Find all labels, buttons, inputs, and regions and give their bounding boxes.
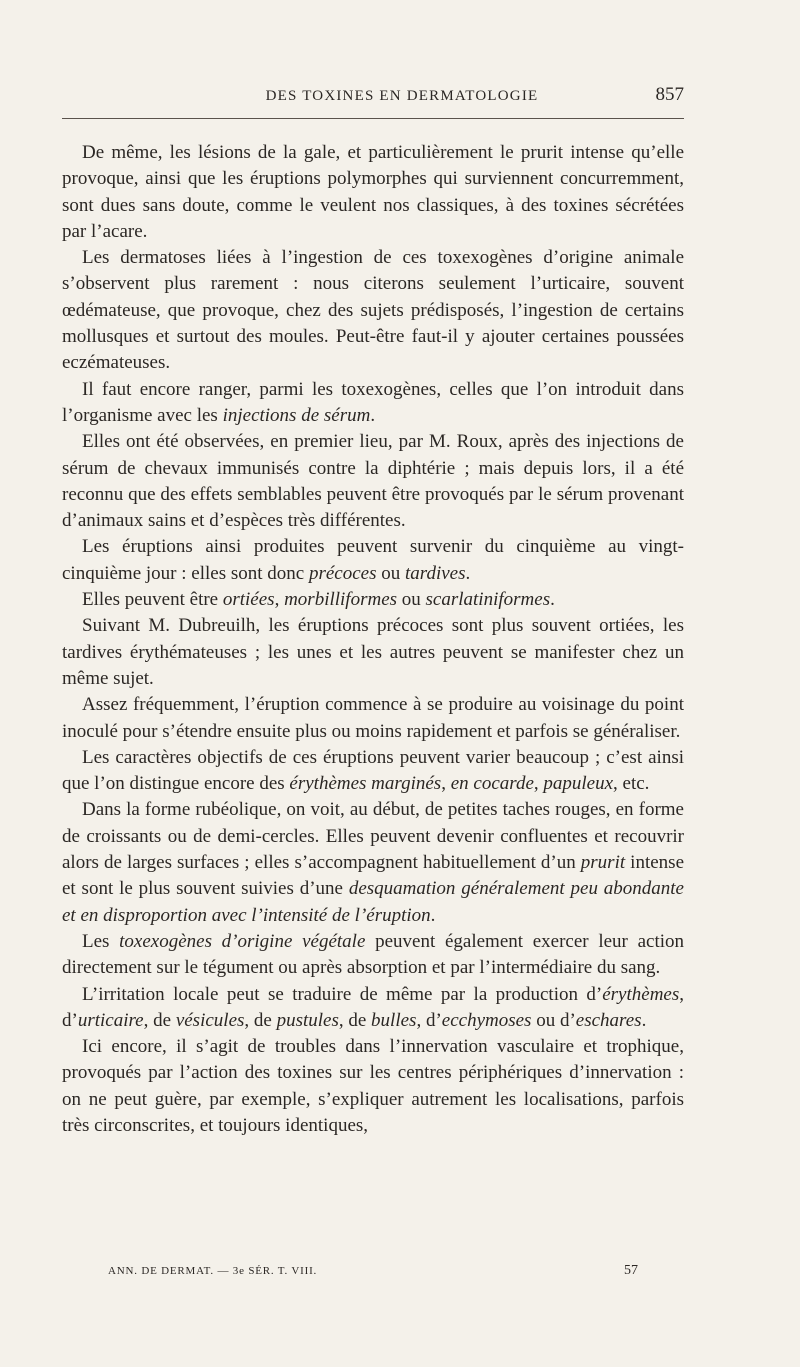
paragraph (62, 1034, 684, 1139)
text-run: Il faut encore ranger, parmi les toxexogènes, celles que l’on introduit dans l’organisme avec les (62, 378, 684, 426)
paragraph (62, 613, 684, 692)
italic-text: toxexogènes d’origine végétale (119, 930, 366, 952)
paragraph (62, 377, 684, 430)
text-run: intense et sont le plus souvent suivies d’une (62, 852, 684, 900)
running-title: DES TOXINES EN DERMATOLOGIE (265, 88, 539, 104)
italic-text: ortiées (222, 589, 275, 611)
italic-text: tardives (404, 562, 466, 584)
italic-text: bulles (371, 1009, 417, 1031)
footer-signature: 57 (624, 1263, 638, 1278)
paragraph (62, 245, 684, 376)
paragraph (62, 587, 684, 613)
italic-text: érythèmes (602, 983, 680, 1005)
text-run: , etc. (613, 773, 650, 795)
text-run: , (274, 589, 285, 611)
text-run: . (430, 904, 436, 926)
italic-text: ecchymoses (441, 1009, 532, 1031)
text-run: Les (82, 930, 120, 952)
paragraph (62, 929, 684, 982)
text-run: De même, les lésions de la gale, et particulièrement le prurit intense qu’elle provoque, ainsi que les éruptions polymorphes qui surviennent concurremment, sont dues sans doute, comme le veulent nos classiques, à des toxines sécrétées par l’acare. (62, 142, 684, 242)
text-run: , de (143, 1009, 176, 1031)
text-run: , de (244, 1009, 277, 1031)
text-run: Suivant M. Dubreuilh, les éruptions précoces sont plus souvent ortiées, les tardives érythémateuses ; les unes et les autres peuvent se manifester chez un même sujet. (62, 615, 684, 689)
italic-text: morbilliformes (284, 589, 398, 611)
text-run: L’irritation locale peut se traduire de même par la production d’ (82, 983, 603, 1005)
text-run: peuvent également exercer leur action directement sur le tégument ou après absorption et par l’intermédiaire du sang. (62, 930, 684, 979)
page-footer (108, 1263, 638, 1283)
text-run: . (641, 1009, 647, 1031)
text-run: Les caractères objectifs de ces éruptions peuvent varier beaucoup ; c’est ainsi que l’on distingue encore des (62, 746, 684, 795)
text-run: ou (376, 562, 405, 584)
paragraph (62, 534, 684, 587)
text-run: . (370, 404, 376, 426)
paragraph (62, 745, 684, 798)
page-number: 857 (655, 84, 684, 105)
italic-text: érythèmes marginés (289, 773, 442, 795)
text-run: , (441, 773, 451, 795)
text-run: Elles peuvent être (82, 589, 223, 611)
text-run: , de (338, 1009, 372, 1031)
text-run: , d’ (62, 983, 684, 1031)
footer-journal: ANN. DE DERMAT. — 3e SÉR. T. VIII. (108, 1265, 318, 1277)
text-run: , (533, 773, 544, 795)
header-rule (62, 118, 684, 119)
italic-text: desquamation généralement peu abondante et en disproportion avec l’intensité de l’éruption (62, 878, 684, 926)
italic-text: injections de sérum (222, 404, 371, 426)
text-run: . (465, 562, 471, 584)
italic-text: prurit (580, 852, 626, 874)
paragraph (62, 797, 684, 928)
paragraph (62, 140, 684, 245)
italic-text: en cocarde (450, 773, 534, 795)
page-header (62, 82, 684, 118)
text-run: Les dermatoses liées à l’ingestion de ces toxexogènes d’origine animale s’observent plus rarement : nous citerons seulement l’urticaire, souvent œdémateuse, que provoque, chez des sujets prédisposés, l’ingestion de certains mollusques et surtout des moules. Peut-être faut-il y ajouter certaines poussées eczémateuses. (62, 247, 684, 374)
paragraph (62, 982, 684, 1035)
text-run: Ici encore, il s’agit de troubles dans l’innervation vasculaire et trophique, provoqués par l’action des toxines sur les centres périphériques d’innervation : on ne peut guère, par exemple, s’expliquer autrement les localisations, parfois très circonscrites, et toujours identiques, (62, 1036, 684, 1136)
text-run: . (550, 589, 555, 611)
text-run: Les éruptions ainsi produites peuvent survenir du cinquième au vingt-cinquième jour : elles sont donc (62, 536, 684, 584)
text-run: Assez fréquemment, l’éruption commence à se produire au voisinage du point inoculé pour s’étendre ensuite plus ou moins rapidement et parfois se généraliser. (62, 694, 684, 742)
italic-text: précoces (308, 562, 377, 584)
text-run: ou (397, 589, 426, 611)
body-text (62, 140, 684, 1139)
paragraph (62, 429, 684, 534)
italic-text: papuleux (543, 773, 614, 795)
text-run: , d’ (416, 1009, 442, 1031)
text-run: Dans la forme rubéolique, on voit, au début, de petites taches rouges, en forme de croissants ou de demi-cercles. Elles peuvent devenir confluentes et recouvrir alors de larges surfaces ; elles s’accompagnent habituellement d’un (62, 799, 684, 874)
text-run: Elles ont été observées, en premier lieu, par M. Roux, après des injections de sérum de chevaux immunisés contre la diphtérie ; mais depuis lors, il a été reconnu que des effets semblables peuvent être provoqués par le sérum provenant d’animaux sains et d’espèces très différentes. (62, 431, 684, 532)
text-run: ou d’ (531, 1009, 576, 1031)
italic-text: urticaire (77, 1009, 144, 1031)
italic-text: pustules (276, 1009, 339, 1031)
italic-text: vésicules (175, 1009, 245, 1031)
italic-text: eschares (575, 1009, 642, 1031)
italic-text: scarlatiniformes (425, 589, 551, 611)
paragraph (62, 692, 684, 745)
